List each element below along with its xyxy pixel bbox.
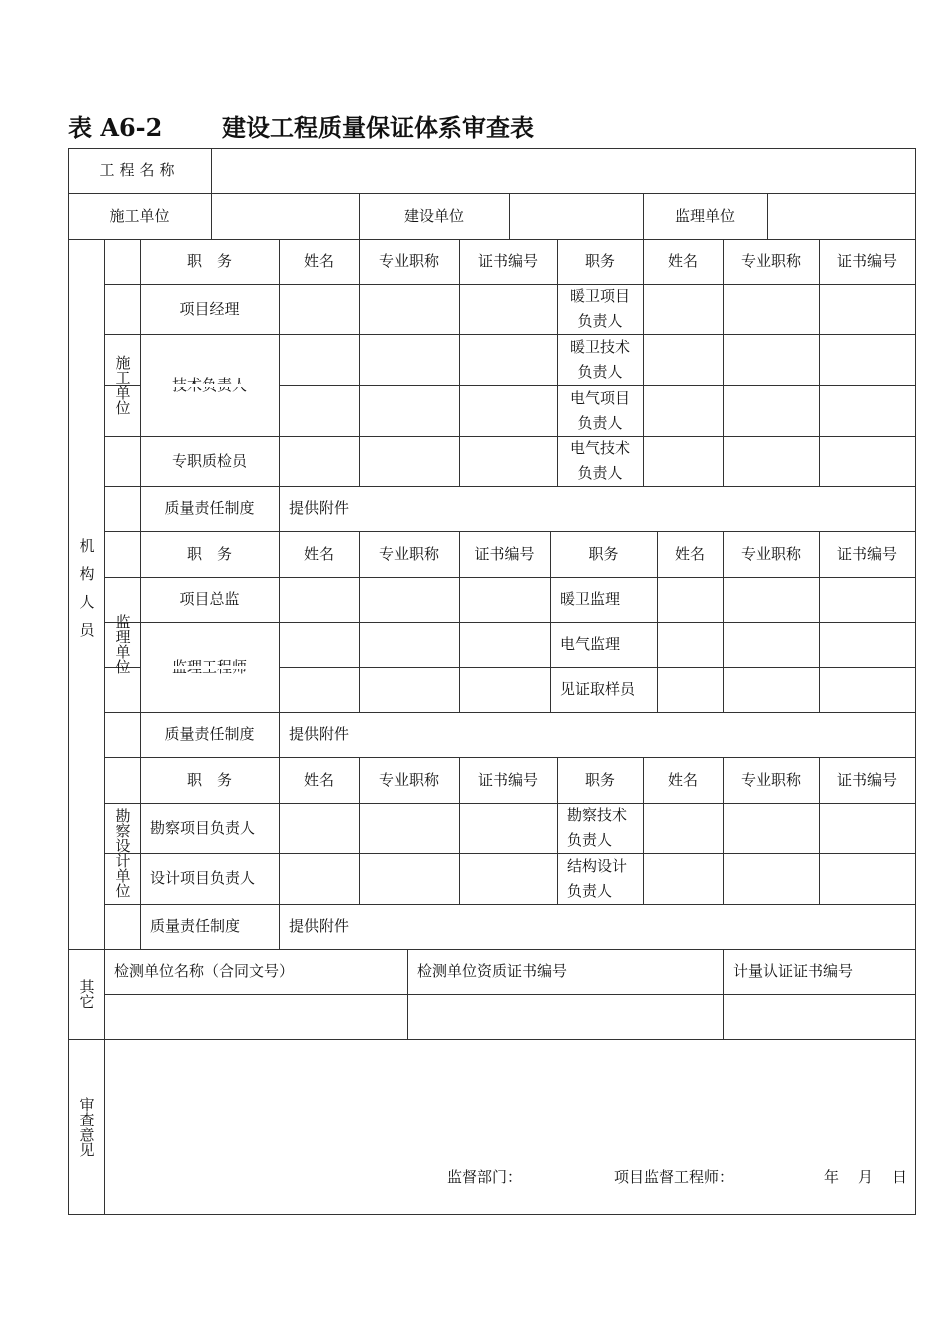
survey-entry-cell[interactable] bbox=[280, 854, 359, 904]
supervision-entry-cell[interactable] bbox=[820, 623, 915, 667]
supervision-right-role: 暖卫监理 bbox=[560, 590, 621, 608]
supervision-entry-cell[interactable] bbox=[724, 623, 819, 667]
survey-entry-cell[interactable] bbox=[724, 854, 819, 904]
construction-name-header: 姓名 bbox=[303, 252, 334, 270]
table-rule bbox=[68, 1214, 916, 1215]
construction-entry-cell[interactable] bbox=[820, 437, 915, 486]
construction-duty-header: 职 务 bbox=[186, 252, 232, 270]
survey-entry-cell[interactable] bbox=[820, 854, 915, 904]
survey-title2-header: 专业职称 bbox=[740, 770, 801, 789]
construction-entry-cell[interactable] bbox=[644, 285, 723, 334]
supervision-entry-cell[interactable] bbox=[360, 578, 459, 622]
supervision-right-role: 电气监理 bbox=[560, 635, 621, 653]
review-opinion-field[interactable] bbox=[105, 1040, 915, 1150]
supervision-duty-header: 职 务 bbox=[186, 544, 232, 563]
survey-cert2-header: 证书编号 bbox=[836, 770, 897, 789]
supervision-entry-cell[interactable] bbox=[724, 578, 819, 622]
construction-entry-cell[interactable] bbox=[360, 285, 459, 334]
construction-entry-cell[interactable] bbox=[360, 335, 459, 385]
survey-entry-cell[interactable] bbox=[820, 804, 915, 853]
supervision-quality-label: 质量责任制度 bbox=[164, 725, 255, 743]
role-quality-inspector: 专职质检员 bbox=[171, 451, 247, 470]
survey-entry-cell[interactable] bbox=[460, 804, 557, 853]
survey-design-group-label: 勘察设计单位 bbox=[113, 808, 132, 898]
survey-title-header: 专业职称 bbox=[378, 770, 439, 789]
project-name-label: 工程名称 bbox=[99, 161, 180, 179]
supervision-entry-cell[interactable] bbox=[280, 668, 359, 712]
merge-mask bbox=[141, 666, 279, 669]
construction-entry-cell[interactable] bbox=[360, 386, 459, 436]
construction-right-role: 暖卫技术负责人 bbox=[569, 337, 630, 381]
table-rule bbox=[915, 148, 916, 1215]
supervision-name-header: 姓名 bbox=[303, 544, 334, 563]
review-opinion-label: 审查意见 bbox=[77, 1096, 96, 1157]
test-unit-name-label: 检测单位名称（合同文号） bbox=[114, 962, 295, 980]
construction-entry-cell[interactable] bbox=[820, 335, 915, 385]
survey-entry-cell[interactable] bbox=[360, 854, 459, 904]
supervision-entry-cell[interactable] bbox=[360, 623, 459, 667]
supervision-entry-cell[interactable] bbox=[724, 668, 819, 712]
construction-right-role: 电气项目负责人 bbox=[569, 388, 630, 432]
supervision-entry-cell[interactable] bbox=[280, 578, 359, 622]
role-chief-supervisor: 项目总监 bbox=[179, 590, 240, 608]
survey-entry-cell[interactable] bbox=[644, 804, 723, 853]
supervision-entry-cell[interactable] bbox=[460, 578, 550, 622]
construction-attachment: 提供附件 bbox=[289, 499, 350, 517]
supervision-duty2-header: 职务 bbox=[588, 544, 619, 563]
construction-entry-cell[interactable] bbox=[280, 386, 359, 436]
supervision-entry-cell[interactable] bbox=[360, 668, 459, 712]
construction-entry-cell[interactable] bbox=[724, 437, 819, 486]
construction-entry-cell[interactable] bbox=[280, 285, 359, 334]
construction-entry-cell[interactable] bbox=[724, 335, 819, 385]
supervising-engineer-label: 项目监督工程师： bbox=[614, 1168, 735, 1186]
construction-entry-cell[interactable] bbox=[644, 386, 723, 436]
construction-cert-header: 证书编号 bbox=[477, 252, 538, 270]
construction-entry-cell[interactable] bbox=[820, 285, 915, 334]
construction-entry-cell[interactable] bbox=[280, 335, 359, 385]
survey-right-role: 结构设计负责人 bbox=[567, 856, 628, 900]
construction-entry-cell[interactable] bbox=[820, 386, 915, 436]
metrology-cert-field[interactable] bbox=[724, 995, 915, 1039]
supervision-name2-header: 姓名 bbox=[674, 544, 705, 563]
construction-name2-header: 姓名 bbox=[667, 252, 698, 270]
supervision-entry-cell[interactable] bbox=[460, 623, 550, 667]
construction-quality-label: 质量责任制度 bbox=[164, 499, 255, 517]
survey-entry-cell[interactable] bbox=[460, 854, 557, 904]
form-title: 建设工程质量保证体系审查表 bbox=[222, 113, 534, 142]
survey-right-role: 勘察技术负责人 bbox=[567, 806, 628, 849]
construction-entry-cell[interactable] bbox=[460, 386, 557, 436]
construction-entry-cell[interactable] bbox=[644, 437, 723, 486]
construction-title2-header: 专业职称 bbox=[740, 252, 801, 270]
supervision-title2-header: 专业职称 bbox=[740, 544, 801, 563]
test-unit-cert-label: 检测单位资质证书编号 bbox=[417, 962, 568, 980]
supervision-entry-cell[interactable] bbox=[280, 623, 359, 667]
supervision-entry-cell[interactable] bbox=[658, 623, 723, 667]
role-design-lead: 设计项目负责人 bbox=[150, 869, 256, 887]
supervision-entry-cell[interactable] bbox=[820, 668, 915, 712]
construction-right-role: 电气技术负责人 bbox=[569, 439, 630, 482]
construction-entry-cell[interactable] bbox=[360, 437, 459, 486]
role-project-manager: 项目经理 bbox=[179, 299, 240, 318]
survey-duty2-header: 职务 bbox=[584, 770, 615, 789]
merge-mask bbox=[141, 384, 279, 387]
supervision-entry-cell[interactable] bbox=[460, 668, 550, 712]
construction-entry-cell[interactable] bbox=[280, 437, 359, 486]
personnel-label: 机构人员 bbox=[77, 538, 96, 650]
survey-attachment: 提供附件 bbox=[289, 917, 350, 935]
survey-quality-label: 质量责任制度 bbox=[150, 917, 241, 935]
construction-entry-cell[interactable] bbox=[724, 386, 819, 436]
construction-entry-cell[interactable] bbox=[460, 437, 557, 486]
construction-entry-cell[interactable] bbox=[460, 335, 557, 385]
supervision-dept-label: 监督部门： bbox=[447, 1168, 523, 1186]
survey-entry-cell[interactable] bbox=[644, 854, 723, 904]
supervision-entry-cell[interactable] bbox=[658, 578, 723, 622]
test-unit-name-field[interactable] bbox=[105, 995, 407, 1039]
survey-entry-cell[interactable] bbox=[724, 804, 819, 853]
construction-entry-cell[interactable] bbox=[460, 285, 557, 334]
supervision-cert2-header: 证书编号 bbox=[836, 544, 897, 563]
survey-name-header: 姓名 bbox=[303, 770, 334, 789]
construction-cert2-header: 证书编号 bbox=[836, 252, 897, 270]
survey-cert-header: 证书编号 bbox=[477, 770, 538, 789]
form-code: 表 A6-2 bbox=[68, 113, 163, 142]
survey-entry-cell[interactable] bbox=[280, 804, 359, 853]
build-unit-label: 建设单位 bbox=[403, 206, 464, 225]
date-label: 年 月 日 bbox=[824, 1168, 910, 1186]
build-unit-field[interactable] bbox=[510, 194, 643, 239]
supervision-title-header: 专业职称 bbox=[378, 544, 439, 563]
project-name-field[interactable] bbox=[212, 149, 915, 193]
other-label: 其它 bbox=[77, 979, 96, 1009]
construction-unit-group-label: 施工单位 bbox=[113, 355, 132, 415]
construction-title-header: 专业职称 bbox=[378, 252, 439, 270]
role-survey-lead: 勘察项目负责人 bbox=[150, 818, 256, 837]
supervision-unit-field[interactable] bbox=[768, 194, 915, 239]
construction-unit-field[interactable] bbox=[212, 194, 359, 239]
metrology-cert-label: 计量认证证书编号 bbox=[733, 962, 854, 980]
supervision-entry-cell[interactable] bbox=[658, 668, 723, 712]
construction-unit-label: 施工单位 bbox=[109, 206, 170, 225]
supervision-attachment: 提供附件 bbox=[289, 725, 350, 743]
supervision-right-role: 见证取样员 bbox=[560, 680, 636, 698]
construction-right-role: 暖卫项目负责人 bbox=[569, 287, 630, 330]
supervision-unit-group-label: 监理单位 bbox=[113, 614, 132, 674]
construction-entry-cell[interactable] bbox=[644, 335, 723, 385]
survey-entry-cell[interactable] bbox=[360, 804, 459, 853]
construction-entry-cell[interactable] bbox=[724, 285, 819, 334]
supervision-cert-header: 证书编号 bbox=[474, 544, 535, 563]
survey-duty-header: 职 务 bbox=[186, 770, 232, 789]
construction-duty2-header: 职务 bbox=[584, 252, 615, 270]
survey-name2-header: 姓名 bbox=[667, 770, 698, 789]
supervision-entry-cell[interactable] bbox=[820, 578, 915, 622]
test-unit-cert-field[interactable] bbox=[408, 995, 723, 1039]
supervision-unit-label: 监理单位 bbox=[674, 206, 735, 225]
